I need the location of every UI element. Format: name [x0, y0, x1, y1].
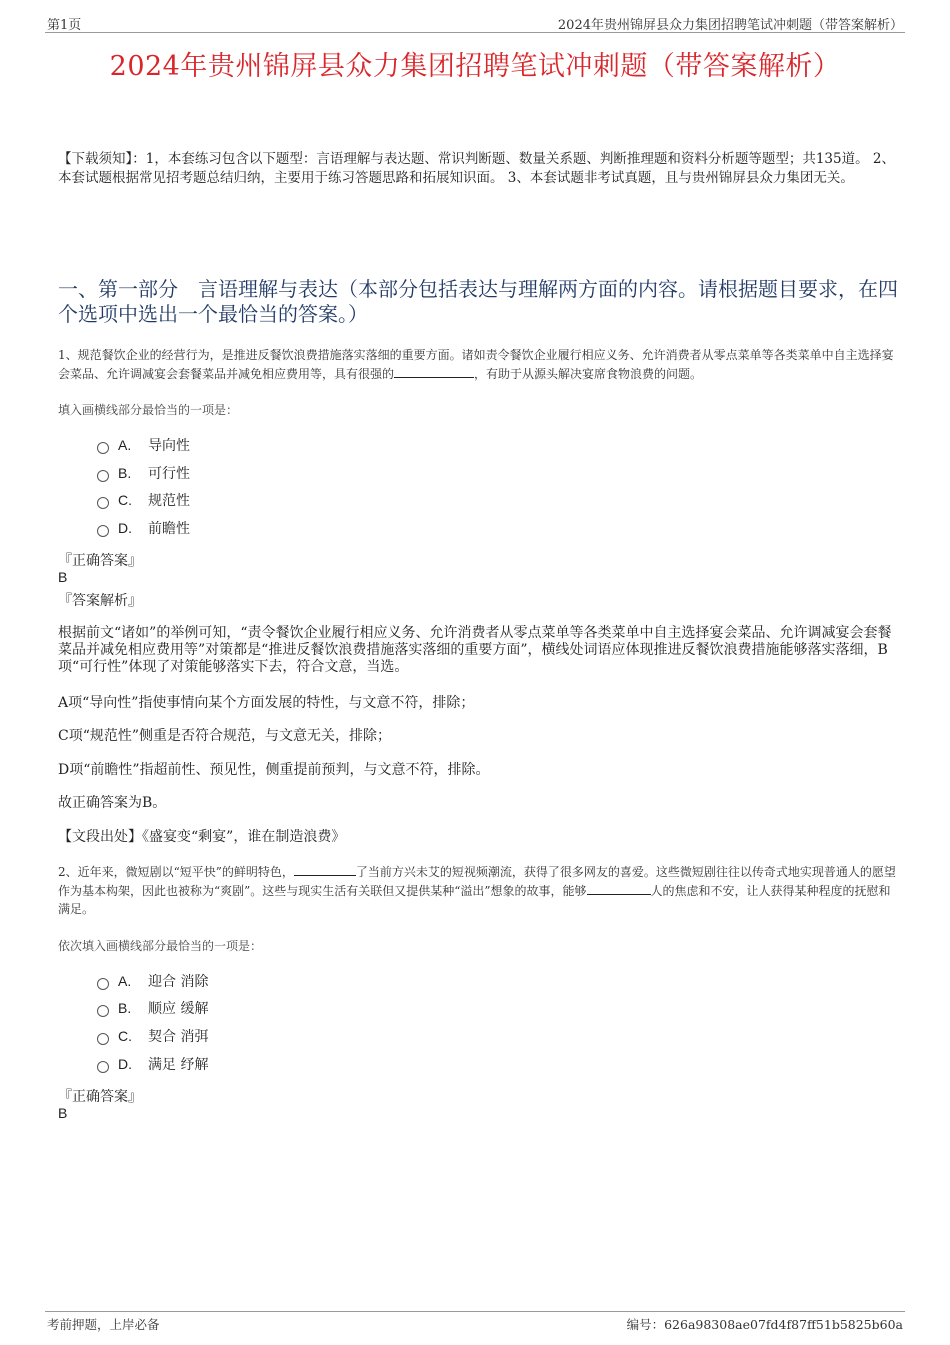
- page-number: 第1页: [47, 18, 82, 33]
- q1-analysis-option-a: A项“导向性”指使事情向某个方面发展的特性，与文意不符，排除；: [58, 695, 475, 711]
- option-letter: A.: [118, 437, 132, 453]
- q2-option-a[interactable]: [97, 971, 208, 991]
- q2-option-b[interactable]: [97, 998, 208, 1018]
- footer-slogan: 考前押题，上岸必备: [47, 1317, 160, 1332]
- option-text: 顺应 缓解: [148, 1001, 209, 1017]
- q1-analysis-paragraph: 根据前文“诸如”的举例可知，“责令餐饮企业履行相应义务、允许消费者从零点菜单等各类菜单中自主选择宴会菜品、允许调减宴会套餐菜品并减免相应费用等”对策都是“推进反餐饮浪费措施落实落细的重要方面”，横线处词语应体现推进反餐饮浪费措施能够落实落细，B项“可行性”体现了对策能够落实下去，符合文意，当选。: [58, 625, 892, 675]
- answer-blank: [587, 882, 651, 895]
- header-divider: [45, 32, 905, 33]
- option-text: 迎合 消除: [148, 974, 209, 990]
- option-letter: C.: [118, 492, 132, 508]
- option-letter: D.: [118, 520, 132, 536]
- question-2-prompt: 依次填入画横线部分最恰当的一项是：: [58, 939, 263, 953]
- option-letter: A.: [118, 973, 132, 989]
- section-heading: 一、第一部分 言语理解与表达（本部分包括表达与理解两方面的内容。请根据题目要求，在四个选项中选出一个最恰当的答案。）: [58, 277, 898, 326]
- download-notice: 【下载须知】：1，本套练习包含以下题型：言语理解与表达题、常识判断题、数量关系题、判断推理题和资料分析题等题型；共135道。 2、本套试题根据常见招考题总结归纳，主要用于练习答题思路和拓展知识面。 3、本套试题非考试真题，且与贵州锦屏县众力集团无关。: [58, 151, 895, 186]
- option-text: 契合 消弭: [148, 1029, 209, 1045]
- footer-divider: [45, 1311, 905, 1312]
- q2-answer-label: 『正确答案』: [58, 1089, 142, 1105]
- question-1-prompt: 填入画横线部分最恰当的一项是：: [58, 403, 239, 417]
- q1-option-c[interactable]: [97, 490, 190, 510]
- radio-button-icon[interactable]: [97, 1061, 109, 1073]
- q1-analysis-label: 『答案解析』: [58, 593, 142, 609]
- q1-option-d[interactable]: [97, 518, 190, 538]
- question-2-text: 2、近年来，微短剧以“短平快”的鲜明特色， 了当前方兴未艾的短视频潮流，获得了很多网友的喜爱。这些微短剧往往以传奇式地实现普通人的愿望作为基本构架，因此也被称为“爽剧”。这些与现实生活有关联但又提供某种“溢出”想象的故事，能够 人的焦虑和不安，让人获得某种程度的抚慰和满足。: [58, 865, 896, 916]
- option-letter: B.: [118, 1000, 132, 1016]
- option-text: 满足 纾解: [148, 1057, 209, 1073]
- page-title: 2024年贵州锦屏县众力集团招聘笔试冲刺题（带答案解析）: [109, 51, 841, 82]
- radio-button-icon[interactable]: [97, 525, 109, 537]
- question-1-text: 1、规范餐饮企业的经营行为，是推进反餐饮浪费措施落实落细的重要方面。诸如责令餐饮企业履行相应义务、允许消费者从零点菜单等各类菜单中自主选择宴会菜品、允许调减宴会套餐菜品并减免相应费用等，具有很强的 ，有助于从源头解决宴席食物浪费的问题。: [58, 348, 894, 381]
- footer-doc-id: 编号：626a98308ae07fd4f87ff51b5825b60a: [626, 1317, 903, 1332]
- radio-button-icon[interactable]: [97, 497, 109, 509]
- q1-answer: B: [58, 569, 68, 585]
- radio-button-icon[interactable]: [97, 1005, 109, 1017]
- q2-option-d[interactable]: [97, 1054, 208, 1074]
- option-letter: B.: [118, 465, 132, 481]
- option-text: 前瞻性: [148, 521, 190, 537]
- radio-button-icon[interactable]: [97, 978, 109, 990]
- q1-analysis-option-c: C项“规范性”侧重是否符合规范，与文意无关，排除；: [58, 728, 392, 744]
- option-letter: C.: [118, 1028, 132, 1044]
- q2-answer: B: [58, 1105, 68, 1121]
- radio-button-icon[interactable]: [97, 1033, 109, 1045]
- option-text: 可行性: [148, 466, 190, 482]
- q1-conclusion: 故正确答案为B。: [58, 795, 167, 811]
- q1-analysis-option-d: D项“前瞻性”指超前性、预见性，侧重提前预判，与文意不符，排除。: [58, 762, 490, 778]
- q1-option-a[interactable]: [97, 435, 190, 455]
- radio-button-icon[interactable]: [97, 470, 109, 482]
- q2-option-c[interactable]: [97, 1026, 208, 1046]
- q1-source: 【文段出处】《盛宴变“剩宴”，谁在制造浪费》: [58, 829, 346, 845]
- option-text: 规范性: [148, 493, 190, 509]
- q1-option-b[interactable]: [97, 463, 190, 483]
- option-text: 导向性: [148, 438, 190, 454]
- q1-answer-label: 『正确答案』: [58, 553, 142, 569]
- radio-button-icon[interactable]: [97, 442, 109, 454]
- running-header-title: 2024年贵州锦屏县众力集团招聘笔试冲刺题（带答案解析）: [557, 18, 903, 33]
- option-letter: D.: [118, 1056, 132, 1072]
- answer-blank: [394, 365, 474, 378]
- answer-blank: [294, 863, 356, 876]
